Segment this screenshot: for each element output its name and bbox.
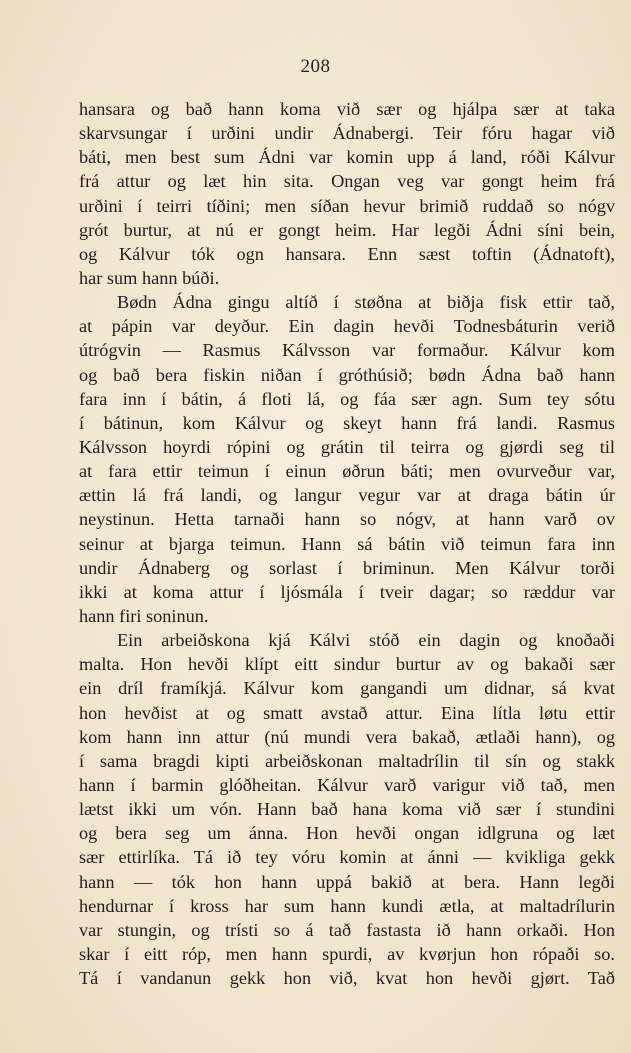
text-line: malta. Hon hevði klípt eitt sindur burtur av og bakaði sær xyxy=(79,654,615,675)
text-line: seinur at bjarga teimun. Hann sá bátin við teimun fara inn xyxy=(79,533,615,554)
text-line: skar í eitt róp, men hann spurdi, av kvørjun hon rópaði so. xyxy=(79,943,615,964)
text-line: undir Ádnaberg og sorlast í briminun. Men Kálvur torði xyxy=(79,557,615,578)
text-line: hann firi soninun. xyxy=(79,605,209,626)
text-line: og bera seg um ánna. Hon hevði ongan idlgruna og læt xyxy=(79,823,615,844)
text-line: sær ettirlíka. Tá ið tey vóru komin at ánni — kvikliga gekk xyxy=(79,847,615,868)
text-line: Bødn Ádna gingu altíð í støðna at biðja fisk ettir tað, xyxy=(117,292,615,313)
text-line: ein dríl framíkjá. Kálvur kom gangandi um didnar, sá kvat xyxy=(79,678,615,699)
text-line: Ein arbeiðskona kjá Kálvi stóð ein dagin og knoðaði xyxy=(117,630,615,651)
text-line: urðini í teirri tíðini; men síðan hevur brimið ruddað so nógv xyxy=(79,195,615,216)
text-line: ættin lá frá landi, og langur vegur var at draga bátin úr xyxy=(79,485,615,506)
text-line: í sama bragdi kipti arbeiðskonan maltadrílin til sín og stakk xyxy=(79,750,615,771)
text-line: ikki at koma attur í ljósmála í tveir dagar; so ræddur var xyxy=(79,581,615,602)
text-line: var stungin, og trísti so á tað fastasta ið hann orkaði. Hon xyxy=(79,919,615,940)
text-line: hon hevðist at og smatt avstað attur. Eina lítla løtu ettir xyxy=(79,702,615,723)
text-line: hann — tók hon hann uppá bakið at bera. Hann legði xyxy=(79,871,615,892)
text-line: Kálvsson hoyrdi rópini og grátin til teirra og gjørdi seg til xyxy=(79,436,615,457)
page-number: 208 xyxy=(300,56,331,77)
body-text xyxy=(79,97,615,990)
text-line: fara inn í bátin, á floti lá, og fáa sær agn. Sum tey sótu xyxy=(79,388,615,409)
text-line: og Kálvur tók ogn hansara. Enn sæst toftin (Ádnatoft), xyxy=(79,243,615,264)
text-line: hansara og bað hann koma við sær og hjálpa sær at taka xyxy=(79,99,615,119)
text-line: kom hann inn attur (nú mundi vera bakað, ætlaði hann), og xyxy=(79,726,615,747)
text-line: skarvsungar í urðini undir Ádnabergi. Teir fóru hagar við xyxy=(79,123,615,144)
text-line: lætst ikki um vón. Hann bað hana koma við sær í stundini xyxy=(79,799,615,820)
text-line: báti, men best sum Ádni var komin upp á land, róði Kálvur xyxy=(79,147,615,168)
text-line: hendurnar í kross har sum hann kundi ætla, at maltadrílurin xyxy=(79,895,615,916)
text-line: grót burtur, at nú er gongt heim. Har legði Ádni síni bein, xyxy=(79,219,615,240)
text-line: at pápin var deyður. Ein dagin hevði Todnesbáturin verið xyxy=(79,316,615,337)
text-line: útrógvin — Rasmus Kálvsson var formaður. Kálvur kom xyxy=(79,340,615,361)
text-line: Tá í vandanun gekk hon við, kvat hon hevði gjørt. Tað xyxy=(79,968,615,989)
text-line: har sum hann búði. xyxy=(79,267,220,288)
text-line: frá attur og læt hin sita. Ongan veg var gongt heim frá xyxy=(79,171,615,192)
text-line: hann í barmin glóðheitan. Kálvur varð varigur við tað, men xyxy=(79,774,615,795)
text-line: og bað bera fiskin niðan í gróthúsið; bødn Ádna bað hann xyxy=(79,364,615,385)
text-line: at fara ettir teimun í einun øðrun báti; men ovurveður var, xyxy=(79,461,615,482)
text-line: í bátinun, kom Kálvur og skeyt hann frá landi. Rasmus xyxy=(79,412,615,433)
text-line: neystinun. Hetta tarnaði hann so nógv, at hann varð ov xyxy=(79,509,615,530)
